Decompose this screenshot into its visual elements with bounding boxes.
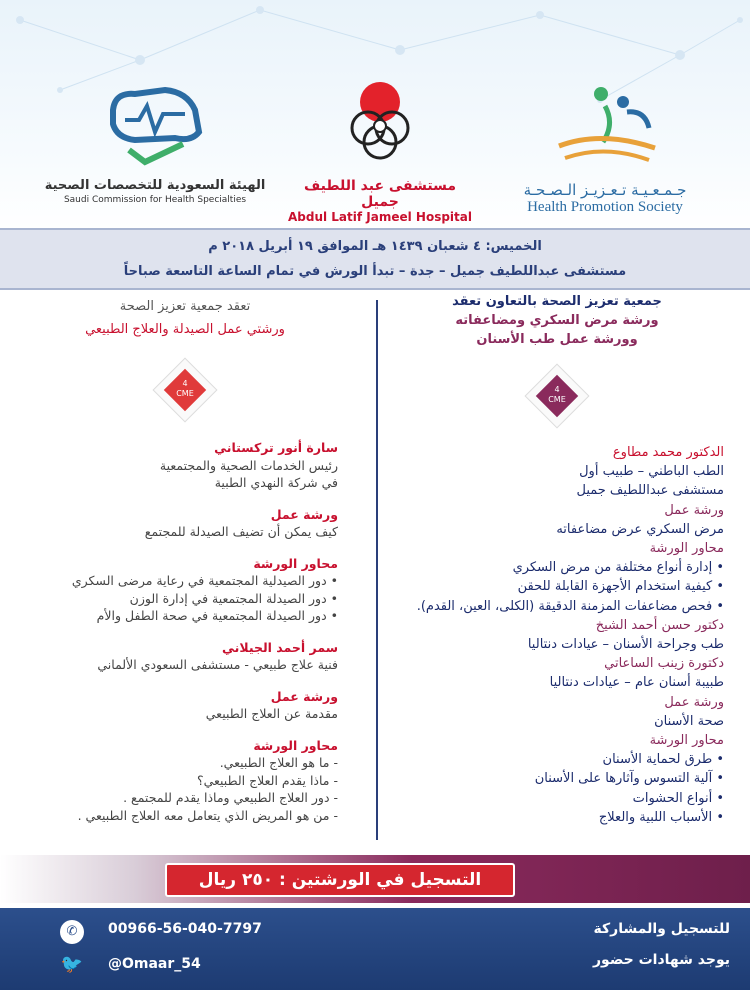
left-cme-label: CME bbox=[176, 389, 194, 398]
speaker-2-name: سمر أحمد الجيلاني bbox=[222, 639, 338, 655]
right-intro-line-3: وورشة عمل طب الأسنان bbox=[476, 332, 638, 347]
right-program-bullet: • طرق لحماية الأسنان bbox=[382, 750, 724, 769]
workshop-1-heading: ورشة عمل bbox=[270, 506, 338, 522]
right-program-line: محاور الورشة bbox=[649, 733, 724, 749]
speaker-1-role-1: رئيس الخدمات الصحية والمجتمعية bbox=[159, 457, 338, 473]
axes-2-heading: محاور الورشة bbox=[253, 737, 338, 753]
right-program-line: صحة الأسنان bbox=[654, 713, 724, 729]
phone-number[interactable]: 00966-56-040-7797 bbox=[108, 921, 262, 937]
axes-2-item: - من هو المريض الذي يتعامل معه العلاج الطبيعي . bbox=[77, 807, 338, 823]
workshop-1-title: كيف يمكن أن تضيف الصيدلة للمجتمع bbox=[144, 524, 338, 539]
right-program-line: الطب الباطني – طبيب أول bbox=[579, 464, 724, 480]
right-cme-value: 4 bbox=[554, 385, 560, 394]
axes-1-heading: محاور الورشة bbox=[253, 555, 338, 571]
registration-fee: التسجيل في الورشتين : ٢٥٠ ريال bbox=[165, 863, 515, 897]
axes-2-item: - دور العلاج الطبيعي وماذا يقدم للمجتمع . bbox=[123, 790, 338, 805]
scfhs-logo bbox=[40, 80, 270, 205]
axes-2-item: - ماذا يقدم العلاج الطبيعي؟ bbox=[196, 772, 338, 788]
right-program-line: طبيبة أسنان عام – عيادات دنتاليا bbox=[549, 675, 724, 691]
workshop-2-title: مقدمة عن العلاج الطبيعي bbox=[205, 706, 338, 721]
right-program-bullet: • آلية التسوس وآثارها على الأسنان bbox=[382, 769, 724, 788]
hps-logo bbox=[505, 80, 705, 216]
scfhs-name-ar: الهيئة السعودية للتخصصات الصحية bbox=[44, 178, 266, 193]
right-intro-line-2: ورشة مرض السكري ومضاعفاته bbox=[455, 313, 659, 328]
left-cme-value: 4 bbox=[182, 379, 188, 388]
speaker-1-name: سارة أنور تركستاني bbox=[214, 440, 338, 455]
right-program-line: مرض السكري عرض مضاعفاته bbox=[556, 521, 724, 537]
hospital-emblem-icon bbox=[330, 70, 430, 170]
right-cme-label: CME bbox=[548, 395, 566, 404]
right-program-bullet: • الأسباب اللبية والعلاج bbox=[382, 808, 724, 827]
left-column bbox=[10, 295, 360, 824]
right-program-line: طب وجراحة الأسنان – عيادات دنتاليا bbox=[527, 637, 724, 653]
axes-1-item: • دور الصيدلة المجتمعية في إدارة الوزن bbox=[129, 590, 338, 606]
hospital-logo bbox=[285, 70, 475, 224]
speaker-2-role: فنية علاج طبيعي - مستشفى السعودي الألماني bbox=[97, 657, 338, 672]
left-intro-line-2: ورشتي عمل الصيدلة والعلاج الطبيعي bbox=[85, 322, 285, 337]
right-program-line: ورشة عمل bbox=[664, 502, 724, 518]
left-intro-line-1: تعقد جمعية تعزيز الصحة bbox=[119, 299, 251, 314]
hospital-name-en: Abdul Latif Jameel Hospital bbox=[287, 210, 472, 224]
right-cme-badge bbox=[522, 361, 592, 431]
right-intro bbox=[382, 292, 732, 349]
hps-emblem-icon bbox=[545, 80, 665, 175]
scfhs-emblem-icon bbox=[95, 80, 215, 170]
hps-name-ar: جـمـعـيـة تـعـزيـز الـصـحـة bbox=[523, 181, 687, 199]
right-program-line: الدكتور محمد مطاوع bbox=[612, 445, 724, 460]
event-info-band bbox=[0, 228, 750, 290]
whatsapp-icon[interactable]: ✆ bbox=[60, 920, 84, 944]
right-program-line: محاور الورشة bbox=[649, 541, 724, 557]
scfhs-name-en: Saudi Commission for Health Specialties bbox=[63, 195, 247, 205]
left-cme-badge bbox=[150, 355, 220, 425]
left-program bbox=[10, 439, 360, 824]
hps-name-en: Health Promotion Society bbox=[527, 199, 683, 215]
sponsor-logos bbox=[0, 70, 750, 224]
certificates-text: يوجد شهادات حضور bbox=[593, 952, 730, 968]
column-divider bbox=[376, 300, 378, 840]
right-program-bullet: • فحص مضاعفات المزمنة الدقيقة (الكلى، العين، القدم). bbox=[382, 597, 724, 616]
right-program-bullet: • أنواع الحشوات bbox=[382, 789, 724, 808]
twitter-icon[interactable]: 🐦 bbox=[60, 954, 84, 975]
axes-2-item: - ما هو العلاج الطبيعي. bbox=[219, 755, 338, 770]
workshop-2-heading: ورشة عمل bbox=[270, 688, 338, 704]
right-intro-line-1: جمعية تعزيز الصحة بالتعاون تعقد bbox=[452, 294, 662, 309]
right-program-bullet: • كيفية استخدام الأجهزة القابلة للحقن bbox=[382, 577, 724, 596]
right-column bbox=[382, 292, 732, 827]
axes-1-item: • دور الصيدلية المجتمعية في رعاية مرضى السكري bbox=[71, 573, 338, 588]
register-text: للتسجيل والمشاركة bbox=[593, 921, 730, 937]
left-intro bbox=[10, 297, 360, 339]
speaker-1-role-2: في شركة النهدي الطبية bbox=[214, 475, 338, 490]
twitter-handle[interactable]: @Omaar_54 bbox=[108, 956, 201, 972]
right-program-line: دكتور حسن أحمد الشيخ bbox=[595, 617, 724, 633]
right-program-line: ورشة عمل bbox=[664, 694, 724, 710]
right-program-line: دكتورة زينب الساعاتي bbox=[604, 656, 724, 672]
right-program-line: مستشفى عبداللطيف جميل bbox=[576, 483, 724, 499]
event-date: الخميس: ٤ شعبان ١٤٣٩ هـ الموافق ١٩ أبريل ٢٠١٨ م bbox=[208, 239, 542, 254]
axes-1-item: • دور الصيدلة المجتمعية في صحة الطفل والأم bbox=[96, 608, 338, 623]
hospital-name-ar: مستشفى عبد اللطيف جميل bbox=[303, 178, 457, 210]
event-location: مستشفى عبداللطيف جميل – جدة – تبدأ الورش في تمام الساعة التاسعة صباحاً bbox=[123, 264, 627, 279]
right-program-bullet: • إدارة أنواع مختلفة من مرض السكري bbox=[382, 558, 724, 577]
right-program bbox=[382, 443, 732, 827]
